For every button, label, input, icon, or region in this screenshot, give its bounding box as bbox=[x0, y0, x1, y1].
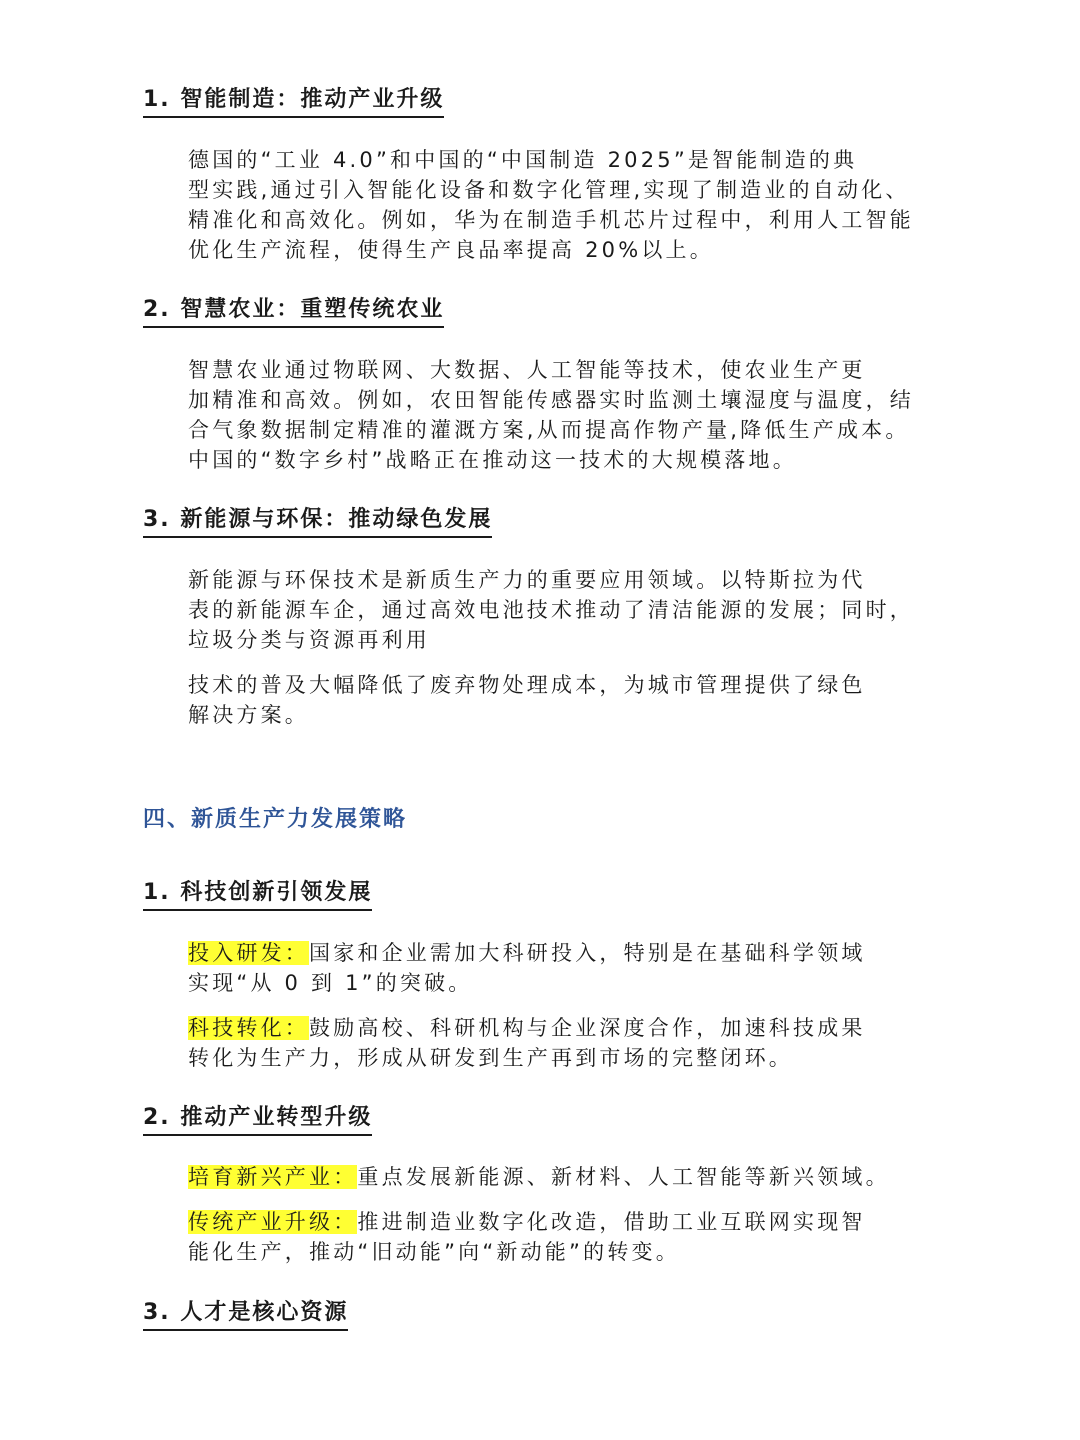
text-line: 智慧农业通过物联网、大数据、人工智能等技术，使农业生产更 bbox=[188, 358, 866, 382]
text-line bbox=[143, 938, 940, 968]
text-line: 能化生产，推动“旧动能”向“新动能”的转变。 bbox=[188, 1240, 680, 1264]
text-line: 合气象数据制定精准的灌溉方案,从而提高作物产量,降低生产成本。 bbox=[188, 418, 910, 442]
highlight-label: 投入研发： bbox=[188, 941, 309, 965]
text-line bbox=[143, 1013, 940, 1043]
text-segment: 鼓励高校、科研机构与企业深度合作，加速科技成果 bbox=[309, 1016, 866, 1040]
text-line: 优化生产流程，使得生产良品率提高 20%以上。 bbox=[188, 238, 714, 262]
text-line: 表的新能源车企，通过高效电池技术推动了清洁能源的发展；同时， bbox=[188, 598, 914, 622]
text-line bbox=[143, 1207, 940, 1237]
paragraph-smart-agriculture bbox=[143, 355, 940, 475]
paragraph-emerging-industries bbox=[143, 1162, 940, 1192]
heading-smart-manufacturing: 1. 智能制造：推动产业升级 bbox=[143, 85, 444, 118]
paragraph-new-energy-cont bbox=[143, 670, 940, 730]
text-segment: 国家和企业需加大科研投入，特别是在基础科学领域 bbox=[309, 941, 866, 965]
text-line: 精准化和高效化。例如，华为在制造手机芯片过程中，利用人工智能 bbox=[188, 208, 914, 232]
text-line bbox=[143, 1162, 940, 1192]
text-line: 中国的“数字乡村”战略正在推动这一技术的大规模落地。 bbox=[188, 448, 797, 472]
text-line: 解决方案。 bbox=[188, 703, 309, 727]
paragraph-tech-transfer bbox=[143, 1013, 940, 1073]
section-title-strategy: 四、新质生产力发展策略 bbox=[143, 807, 408, 832]
text-line: 垃圾分类与资源再利用 bbox=[188, 628, 430, 652]
text-line: 加精准和高效。例如，农田智能传感器实时监测土壤湿度与温度，结 bbox=[188, 388, 914, 412]
heading-tech-innovation: 1. 科技创新引领发展 bbox=[143, 878, 372, 911]
heading-smart-agriculture: 2. 智慧农业：重塑传统农业 bbox=[143, 295, 444, 328]
heading-industry-upgrade: 2. 推动产业转型升级 bbox=[143, 1103, 372, 1136]
highlight-label: 传统产业升级： bbox=[188, 1210, 358, 1234]
paragraph-traditional-upgrade bbox=[143, 1207, 940, 1267]
text-line: 型实践,通过引入智能化设备和数字化管理,实现了制造业的自动化、 bbox=[188, 178, 910, 202]
text-segment: 推进制造业数字化改造，借助工业互联网实现智 bbox=[357, 1210, 866, 1234]
text-line: 实现“从 0 到 1”的突破。 bbox=[188, 971, 473, 995]
text-line: 新能源与环保技术是新质生产力的重要应用领域。以特斯拉为代 bbox=[188, 568, 866, 592]
highlight-label: 培育新兴产业： bbox=[188, 1165, 358, 1189]
text-line: 德国的“工业 4.0”和中国的“中国制造 2025”是智能制造的典 bbox=[188, 148, 858, 172]
text-line: 技术的普及大幅降低了废弃物处理成本，为城市管理提供了绿色 bbox=[188, 673, 866, 697]
text-segment: 重点发展新能源、新材料、人工智能等新兴领域。 bbox=[357, 1165, 890, 1189]
paragraph-smart-manufacturing bbox=[143, 145, 940, 265]
paragraph-rd-investment bbox=[143, 938, 940, 998]
highlight-label: 科技转化： bbox=[188, 1016, 309, 1040]
text-line: 转化为生产力，形成从研发到生产再到市场的完整闭环。 bbox=[188, 1046, 793, 1070]
paragraph-new-energy bbox=[143, 565, 940, 655]
heading-talent: 3. 人才是核心资源 bbox=[143, 1298, 348, 1331]
heading-new-energy: 3. 新能源与环保：推动绿色发展 bbox=[143, 505, 492, 538]
